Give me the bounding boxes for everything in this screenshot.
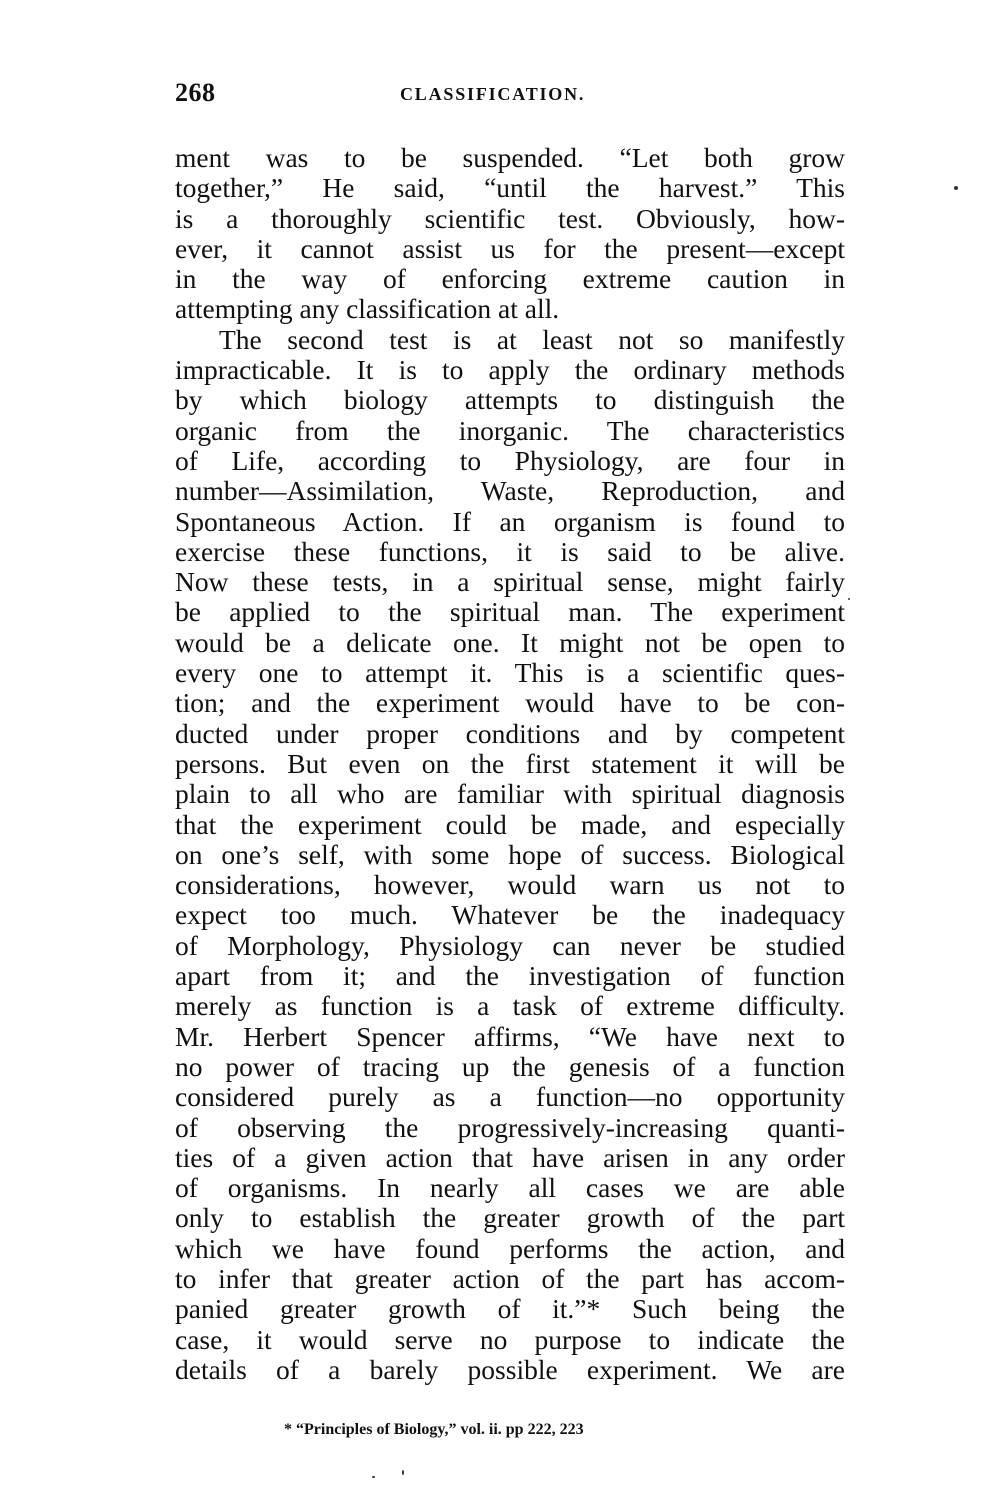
text-line: details of a barely possible experiment. We are — [175, 1353, 845, 1385]
print-speck — [372, 1476, 375, 1478]
text-line: ment was to be suspended. “Let both grow — [175, 142, 845, 173]
text-line: of organisms. In nearly all cases we are able — [175, 1172, 845, 1204]
text-line: is a thoroughly scientific test. Obviously, how- — [175, 202, 845, 234]
text-line: plain to all who are familiar with spiritual diagnosis — [175, 778, 845, 810]
text-line: no power of tracing up the genesis of a function — [175, 1050, 845, 1082]
print-speck — [954, 186, 958, 190]
print-speck — [848, 598, 850, 600]
text-line: together,” He said, “until the harvest.” This — [175, 172, 845, 204]
text-line: number—Assimilation, Waste, Reproduction, and — [175, 475, 845, 507]
text-line: only to establish the greater growth of the part — [175, 1202, 845, 1234]
text-line: be applied to the spiritual man. The experiment — [175, 596, 845, 628]
text-line: expect too much. Whatever be the inadequacy — [175, 899, 845, 931]
text-line: Mr. Herbert Spencer affirms, “We have next to — [175, 1020, 845, 1052]
text-line: on one’s self, with some hope of success. Biological — [175, 838, 845, 870]
running-head: CLASSIFICATION. — [400, 84, 586, 104]
text-line: of Morphology, Physiology can never be studied — [175, 929, 845, 961]
text-line: merely as function is a task of extreme difficulty. — [175, 990, 845, 1022]
text-line: ties of a given action that have arisen in any order — [175, 1141, 845, 1173]
body-text — [175, 143, 845, 1385]
text-line: apart from it; and the investigation of function — [175, 960, 845, 992]
text-line: panied greater growth of it.”* Such being the — [175, 1293, 845, 1325]
text-line: attempting any classification at all. — [175, 293, 560, 325]
text-line: ducted under proper conditions and by competent — [175, 717, 845, 749]
text-line: exercise these functions, it is said to be alive. — [175, 535, 845, 567]
text-line: Spontaneous Action. If an organism is found to — [175, 505, 845, 537]
text-line: to infer that greater action of the part has accom- — [175, 1262, 845, 1294]
text-line: persons. But even on the first statement it will be — [175, 747, 845, 779]
page-number: 268 — [175, 78, 216, 107]
print-speck — [402, 1470, 404, 1475]
text-line: considerations, however, would warn us not to — [175, 869, 845, 901]
text-line: would be a delicate one. It might not be open to — [175, 626, 845, 658]
text-line: tion; and the experiment would have to be con- — [175, 687, 845, 719]
text-line: of Life, according to Physiology, are four in — [175, 444, 845, 476]
page-header — [175, 78, 845, 118]
text-line: which we have found performs the action, and — [175, 1232, 845, 1264]
text-line: impracticable. It is to apply the ordinary methods — [175, 354, 845, 386]
text-line: every one to attempt it. This is a scientific ques- — [175, 657, 845, 689]
text-line: Now these tests, in a spiritual sense, might fairly — [175, 566, 845, 598]
text-line: considered purely as a function—no opportunity — [175, 1081, 845, 1113]
footnote: * “Principles of Biology,” vol. ii. pp 222, 223 — [284, 1421, 584, 1438]
text-line: case, it would serve no purpose to indicate the — [175, 1323, 845, 1355]
paragraph-start-line: The second test is at least not so manifestly — [219, 323, 845, 355]
text-line: by which biology attempts to distinguish the — [175, 384, 845, 416]
text-line: organic from the inorganic. The characteristics — [175, 414, 845, 446]
text-line: that the experiment could be made, and especially — [175, 808, 845, 840]
text-line: of observing the progressively-increasing quanti- — [175, 1111, 845, 1143]
text-line: in the way of enforcing extreme caution in — [175, 263, 845, 295]
text-line: ever, it cannot assist us for the present—except — [175, 232, 845, 264]
